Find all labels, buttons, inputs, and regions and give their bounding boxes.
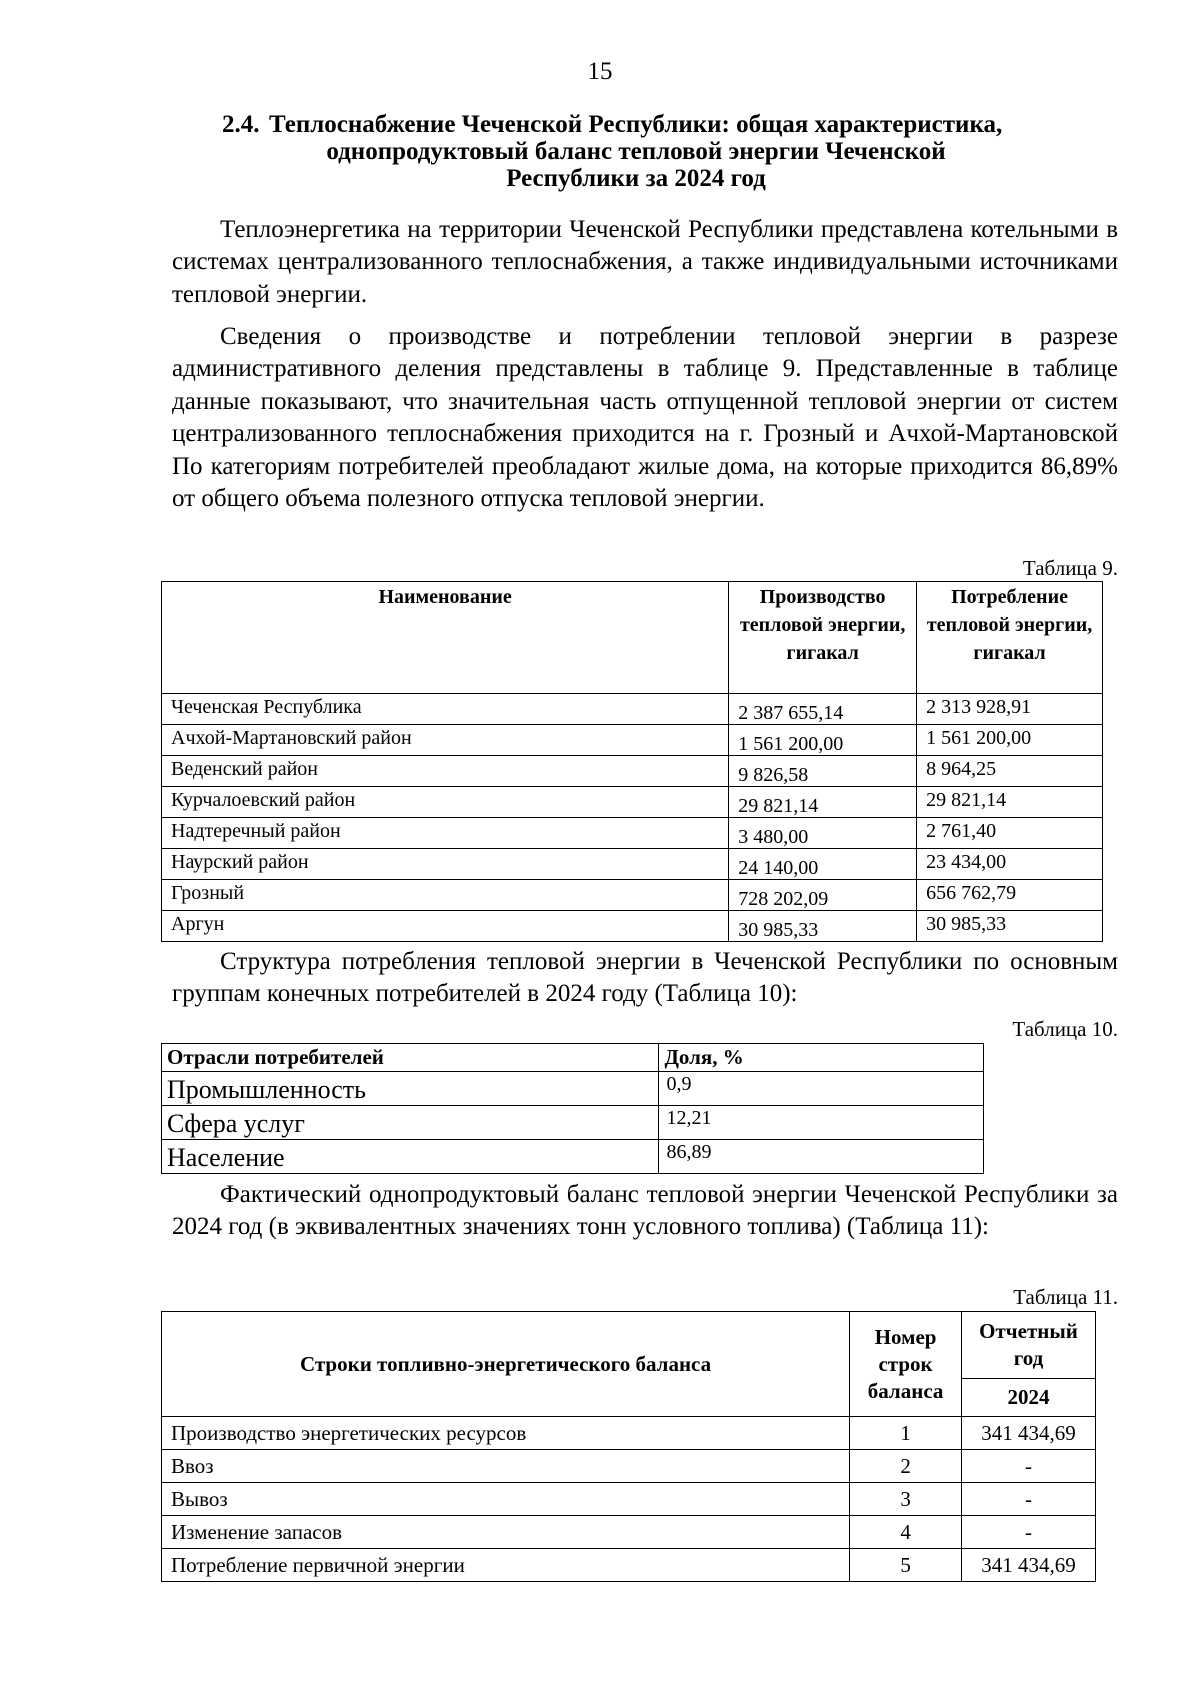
cell-row-number: 5 (850, 1549, 962, 1582)
section-title-line-1: Теплоснабжение Чеченской Республики: общая характеристика, (269, 111, 1003, 138)
cell-name: Аргун (162, 911, 729, 942)
table-row (162, 880, 1103, 911)
cell-row-value: - (962, 1483, 1096, 1516)
cell-production: 1 561 200,00 (729, 725, 917, 756)
cell-consumption: 8 964,25 (917, 756, 1103, 787)
table10-caption: Таблица 10. (1012, 1017, 1118, 1041)
col-header-consumption: Потребление тепловой энергии, гигакал (917, 582, 1103, 694)
cell-consumption: 2 313 928,91 (917, 694, 1103, 725)
cell-row-value: - (962, 1450, 1096, 1483)
col-header-period: Отчетный год (962, 1312, 1096, 1379)
table-row (162, 1483, 1096, 1516)
cell-production: 30 985,33 (729, 911, 917, 942)
table-row (162, 1516, 1096, 1549)
table-row (162, 725, 1103, 756)
page-number: 15 (587, 58, 613, 85)
cell-share: 0,9 (659, 1072, 984, 1106)
cell-row-name: Изменение запасов (162, 1516, 850, 1549)
cell-name: Курчалоевский район (162, 787, 729, 818)
col-header-year: 2024 (962, 1378, 1096, 1416)
table-row (162, 787, 1103, 818)
table11-caption: Таблица 11. (1013, 1285, 1118, 1309)
col-header-name: Наименование (162, 582, 729, 694)
col-header-sector: Отрасли потребителей (162, 1044, 659, 1072)
cell-production: 2 387 655,14 (729, 694, 917, 725)
cell-row-number: 3 (850, 1483, 962, 1516)
table-row (162, 694, 1103, 725)
table-row (162, 1450, 1096, 1483)
cell-row-number: 4 (850, 1516, 962, 1549)
cell-consumption: 29 821,14 (917, 787, 1103, 818)
col-header-rows: Строки топливно-энергетического баланса (162, 1312, 850, 1417)
col-header-production: Производство тепловой энергии, гигакал (729, 582, 917, 694)
table-header-row (162, 1044, 984, 1072)
table-row (162, 818, 1103, 849)
table-row (162, 1549, 1096, 1582)
table-header-row (162, 582, 1103, 694)
table-row (162, 1072, 984, 1106)
table-9 (161, 581, 1103, 942)
cell-name: Ачхой-Мартановский район (162, 725, 729, 756)
table-row (162, 1417, 1096, 1450)
cell-row-name: Производство энергетических ресурсов (162, 1417, 850, 1450)
cell-consumption: 23 434,00 (917, 849, 1103, 880)
cell-row-value: 341 434,69 (962, 1549, 1096, 1582)
cell-sector: Промышленность (162, 1072, 659, 1106)
table-row (162, 911, 1103, 942)
cell-consumption: 656 762,79 (917, 880, 1103, 911)
table-row (162, 849, 1103, 880)
cell-production: 24 140,00 (729, 849, 917, 880)
cell-name: Наурский район (162, 849, 729, 880)
cell-consumption: 2 761,40 (917, 818, 1103, 849)
cell-production: 3 480,00 (729, 818, 917, 849)
cell-production: 728 202,09 (729, 880, 917, 911)
cell-production: 29 821,14 (729, 787, 917, 818)
section-title-line-2: однопродуктовый баланс тепловой энергии Чеченской (326, 138, 946, 165)
cell-share: 12,21 (659, 1106, 984, 1140)
paragraph-intro: Теплоэнергетика на территории Чеченской Республики представлена котельными в системах централизованного теплоснабжения, а также индивидуальными источниками тепловой энергии. (172, 216, 1118, 308)
cell-name: Надтеречный район (162, 818, 729, 849)
cell-sector: Население (162, 1140, 659, 1174)
cell-row-value: - (962, 1516, 1096, 1549)
table9-caption: Таблица 9. (1022, 556, 1118, 580)
paragraph-table9-description: Сведения о производстве и потреблении тепловой энергии в разрезе административного деления представлены в таблице 9. Представленные в таблице данные показывают, что значительная часть отпущенной тепловой энергии от систем централизованного теплоснабжения приходится на г. Грозный и Ачхой-Мартановской По категориям потребителей преобладают жилые дома, на которые приходится 86,89% от общего объема полезного отпуска тепловой энергии. (172, 323, 1118, 513)
table-11 (161, 1311, 1096, 1582)
cell-row-name: Вывоз (162, 1483, 850, 1516)
table-header-row (162, 1312, 1096, 1379)
paragraph-table10-intro: Структура потребления тепловой энергии в Чеченской Республики по основным группам конечных потребителей в 2024 году (Таблица 10): (172, 948, 1118, 1008)
col-header-share: Доля, % (659, 1044, 984, 1072)
cell-row-name: Ввоз (162, 1450, 850, 1483)
paragraph-table11-intro: Фактический однопродуктовый баланс тепловой энергии Чеченской Республики за 2024 год (в эквивалентных значениях тонн условного топлива) (Таблица 11): (172, 1181, 1118, 1241)
section-number: 2.4. (222, 111, 260, 138)
table-10 (161, 1043, 984, 1174)
cell-consumption: 1 561 200,00 (917, 725, 1103, 756)
cell-name: Веденский район (162, 756, 729, 787)
cell-row-value: 341 434,69 (962, 1417, 1096, 1450)
table-row (162, 756, 1103, 787)
cell-name: Чеченская Республика (162, 694, 729, 725)
cell-consumption: 30 985,33 (917, 911, 1103, 942)
col-header-line-number: Номер строк баланса (850, 1312, 962, 1417)
table-row (162, 1106, 984, 1140)
cell-name: Грозный (162, 880, 729, 911)
section-title-line-3: Республики за 2024 год (506, 165, 766, 192)
cell-row-name: Потребление первичной энергии (162, 1549, 850, 1582)
cell-production: 9 826,58 (729, 756, 917, 787)
cell-share: 86,89 (659, 1140, 984, 1174)
table-row (162, 1140, 984, 1174)
cell-row-number: 2 (850, 1450, 962, 1483)
cell-row-number: 1 (850, 1417, 962, 1450)
cell-sector: Сфера услуг (162, 1106, 659, 1140)
